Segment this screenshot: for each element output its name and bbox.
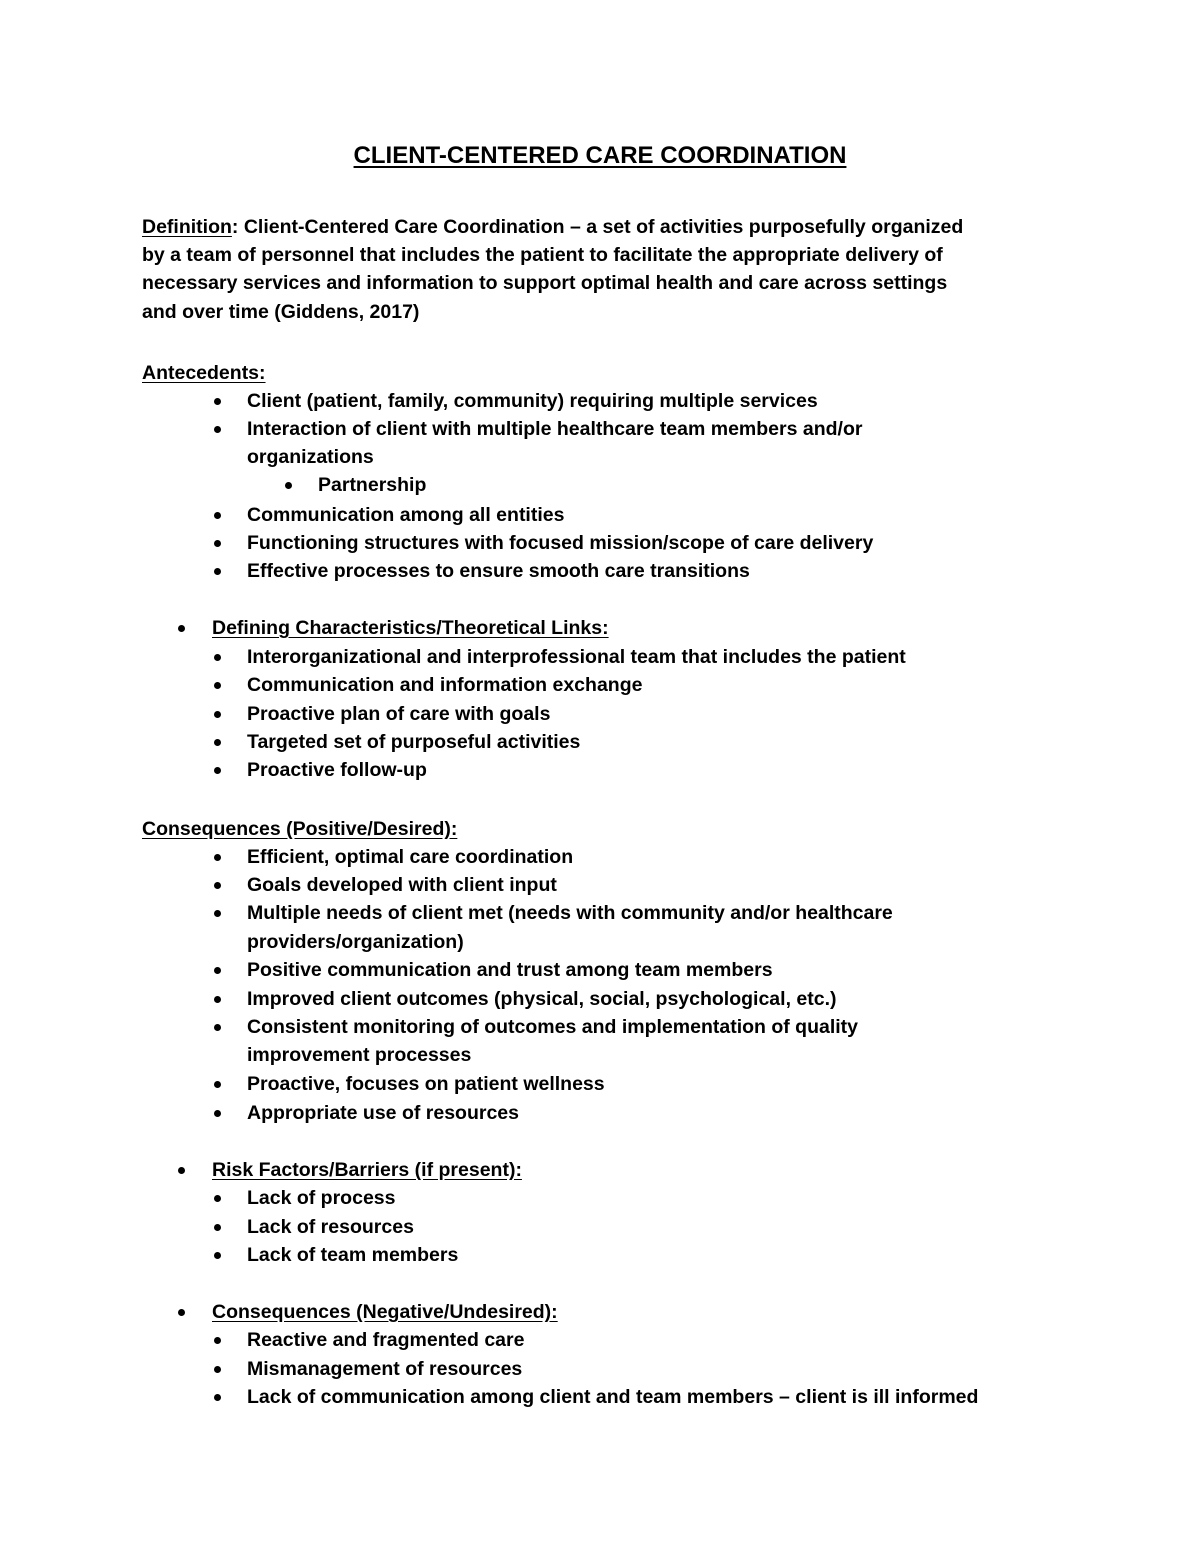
list-item: Lack of team members (247, 1244, 459, 1266)
definition-colon: : (231, 216, 239, 238)
bullet-icon (214, 854, 221, 861)
list-item: Interaction of client with multiple healthcare team members and/or (247, 418, 863, 440)
list-item: Proactive plan of care with goals (247, 703, 551, 725)
list-item-continuation: organizations (247, 446, 374, 468)
list-item: Functioning structures with focused mission/scope of care delivery (247, 532, 874, 554)
bullet-icon (214, 739, 221, 746)
list-item: Proactive, focuses on patient wellness (247, 1073, 605, 1095)
list-item: Lack of communication among client and team members – client is ill informed (247, 1386, 979, 1408)
bullet-icon (214, 426, 221, 433)
definition-line-3: necessary services and information to support optimal health and care across settings (142, 272, 948, 294)
bullet-icon (214, 682, 221, 689)
bullet-icon (214, 512, 221, 519)
bullet-icon (214, 1394, 221, 1401)
list-item: Partnership (318, 474, 427, 496)
sub-bullet-icon (285, 482, 292, 489)
list-item: Communication among all entities (247, 504, 565, 526)
bullet-icon (214, 1337, 221, 1344)
bullet-icon (214, 1024, 221, 1031)
consequences-positive-heading: Consequences (Positive/Desired): (142, 818, 458, 840)
bullet-icon (214, 996, 221, 1003)
definition-line-1 (142, 213, 963, 241)
bullet-icon (178, 1167, 185, 1174)
list-item: Effective processes to ensure smooth care transitions (247, 560, 750, 582)
bullet-icon (214, 1224, 221, 1231)
list-item: Lack of resources (247, 1216, 414, 1238)
risk-factors-heading: Risk Factors/Barriers (if present): (212, 1159, 522, 1181)
list-item: Efficient, optimal care coordination (247, 846, 574, 868)
list-item-continuation: providers/organization) (247, 931, 464, 953)
list-item: Proactive follow-up (247, 759, 427, 781)
bullet-icon (178, 1309, 185, 1316)
list-item: Interorganizational and interprofessional team that includes the patient (247, 646, 906, 668)
bullet-icon (214, 767, 221, 774)
consequences-negative-heading: Consequences (Negative/Undesired): (212, 1301, 558, 1323)
list-item: Reactive and fragmented care (247, 1329, 525, 1351)
bullet-icon (214, 711, 221, 718)
bullet-icon (214, 540, 221, 547)
antecedents-heading: Antecedents: (142, 362, 266, 384)
definition-label: Definition (142, 216, 232, 238)
list-item: Improved client outcomes (physical, social, psychological, etc.) (247, 988, 837, 1010)
bullet-icon (214, 1366, 221, 1373)
bullet-icon (214, 882, 221, 889)
bullet-icon (214, 654, 221, 661)
bullet-icon (214, 398, 221, 405)
list-item: Consistent monitoring of outcomes and implementation of quality (247, 1016, 859, 1038)
list-item-continuation: improvement processes (247, 1044, 472, 1066)
bullet-icon (214, 910, 221, 917)
bullet-icon (178, 625, 185, 632)
list-item: Targeted set of purposeful activities (247, 731, 581, 753)
bullet-icon (214, 1110, 221, 1117)
list-item: Goals developed with client input (247, 874, 557, 896)
list-item: Lack of process (247, 1187, 396, 1209)
page-title: CLIENT-CENTERED CARE COORDINATION (353, 142, 847, 169)
list-item: Positive communication and trust among team members (247, 959, 773, 981)
bullet-icon (214, 1252, 221, 1259)
definition-line-2: by a team of personnel that includes the patient to facilitate the appropriate delivery of (142, 244, 943, 266)
bullet-icon (214, 967, 221, 974)
bullet-icon (214, 568, 221, 575)
list-item: Mismanagement of resources (247, 1358, 523, 1380)
list-item: Communication and information exchange (247, 674, 643, 696)
list-item: Appropriate use of resources (247, 1102, 519, 1124)
list-item: Client (patient, family, community) requiring multiple services (247, 390, 818, 412)
definition-line-4: and over time (Giddens, 2017) (142, 301, 420, 323)
bullet-icon (214, 1195, 221, 1202)
list-item: Multiple needs of client met (needs with community and/or healthcare (247, 902, 893, 924)
defining-heading: Defining Characteristics/Theoretical Links: (212, 617, 609, 639)
bullet-icon (214, 1081, 221, 1088)
definition-text-1: Client-Centered Care Coordination – a set of activities purposefully organized (243, 216, 964, 238)
